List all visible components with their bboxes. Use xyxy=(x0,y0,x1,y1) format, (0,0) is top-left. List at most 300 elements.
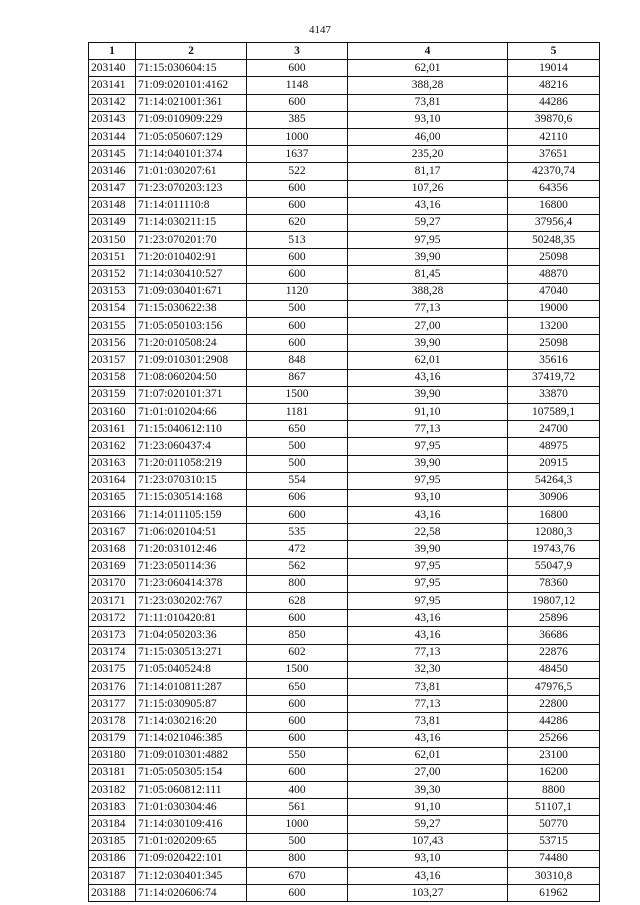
rate-cell: 62,01 xyxy=(348,60,508,77)
cadastral-number-cell: 71:15:040612:110 xyxy=(136,421,247,438)
area-cell: 400 xyxy=(247,782,348,799)
cadastral-number-cell: 71:01:030304:46 xyxy=(136,799,247,816)
table-row xyxy=(89,627,600,644)
cadastral-number-cell: 71:12:030401:345 xyxy=(136,868,247,885)
cadastral-number-cell: 71:04:050203:36 xyxy=(136,627,247,644)
cadastral-number-cell: 71:09:010909:229 xyxy=(136,111,247,128)
table-row xyxy=(89,782,600,799)
table-row xyxy=(89,524,600,541)
row-number-cell: 203161 xyxy=(89,421,136,438)
table-row xyxy=(89,60,600,77)
value-cell: 61962 xyxy=(508,885,600,902)
area-cell: 1637 xyxy=(247,146,348,163)
area-cell: 1120 xyxy=(247,283,348,300)
area-cell: 472 xyxy=(247,541,348,558)
table-row xyxy=(89,747,600,764)
row-number-cell: 203164 xyxy=(89,472,136,489)
value-cell: 13200 xyxy=(508,318,600,335)
table-row xyxy=(89,249,600,266)
rate-cell: 43,16 xyxy=(348,627,508,644)
area-cell: 650 xyxy=(247,421,348,438)
cadastral-number-cell: 71:23:060414:378 xyxy=(136,575,247,592)
area-cell: 1500 xyxy=(247,386,348,403)
value-cell: 33870 xyxy=(508,386,600,403)
data-table xyxy=(88,42,600,902)
rate-cell: 81,17 xyxy=(348,163,508,180)
table-row xyxy=(89,885,600,902)
table-row xyxy=(89,558,600,575)
cadastral-number-cell: 71:14:021001:361 xyxy=(136,94,247,111)
column-header-2: 2 xyxy=(136,43,247,60)
value-cell: 30310,8 xyxy=(508,868,600,885)
area-cell: 1000 xyxy=(247,816,348,833)
row-number-cell: 203148 xyxy=(89,197,136,214)
cadastral-number-cell: 71:15:030514:168 xyxy=(136,489,247,506)
cadastral-number-cell: 71:15:030604:15 xyxy=(136,60,247,77)
rate-cell: 97,95 xyxy=(348,558,508,575)
area-cell: 600 xyxy=(247,180,348,197)
cadastral-number-cell: 71:05:050103:156 xyxy=(136,318,247,335)
table-row xyxy=(89,678,600,695)
area-cell: 1000 xyxy=(247,128,348,145)
cadastral-number-cell: 71:09:030401:671 xyxy=(136,283,247,300)
value-cell: 19000 xyxy=(508,300,600,317)
table-row xyxy=(89,300,600,317)
area-cell: 600 xyxy=(247,696,348,713)
value-cell: 64356 xyxy=(508,180,600,197)
rate-cell: 43,16 xyxy=(348,868,508,885)
row-number-cell: 203182 xyxy=(89,782,136,799)
rate-cell: 93,10 xyxy=(348,850,508,867)
area-cell: 535 xyxy=(247,524,348,541)
value-cell: 37419,72 xyxy=(508,369,600,386)
row-number-cell: 203147 xyxy=(89,180,136,197)
rate-cell: 388,28 xyxy=(348,283,508,300)
row-number-cell: 203181 xyxy=(89,764,136,781)
value-cell: 48450 xyxy=(508,661,600,678)
row-number-cell: 203177 xyxy=(89,696,136,713)
area-cell: 385 xyxy=(247,111,348,128)
area-cell: 500 xyxy=(247,300,348,317)
rate-cell: 93,10 xyxy=(348,111,508,128)
rate-cell: 39,90 xyxy=(348,249,508,266)
area-cell: 606 xyxy=(247,489,348,506)
rate-cell: 39,90 xyxy=(348,455,508,472)
rate-cell: 62,01 xyxy=(348,352,508,369)
rate-cell: 39,90 xyxy=(348,335,508,352)
rate-cell: 39,30 xyxy=(348,782,508,799)
row-number-cell: 203188 xyxy=(89,885,136,902)
row-number-cell: 203180 xyxy=(89,747,136,764)
area-cell: 1148 xyxy=(247,77,348,94)
value-cell: 50248,35 xyxy=(508,232,600,249)
cadastral-number-cell: 71:14:030109:416 xyxy=(136,816,247,833)
row-number-cell: 203151 xyxy=(89,249,136,266)
row-number-cell: 203149 xyxy=(89,214,136,231)
cadastral-number-cell: 71:11:010420:81 xyxy=(136,610,247,627)
rate-cell: 59,27 xyxy=(348,816,508,833)
table-row xyxy=(89,403,600,420)
row-number-cell: 203144 xyxy=(89,128,136,145)
cadastral-number-cell: 71:07:020101:371 xyxy=(136,386,247,403)
area-cell: 600 xyxy=(247,60,348,77)
rate-cell: 97,95 xyxy=(348,575,508,592)
value-cell: 44286 xyxy=(508,713,600,730)
value-cell: 22876 xyxy=(508,644,600,661)
rate-cell: 27,00 xyxy=(348,318,508,335)
cadastral-number-cell: 71:23:050114:36 xyxy=(136,558,247,575)
area-cell: 867 xyxy=(247,369,348,386)
area-cell: 600 xyxy=(247,318,348,335)
table-row xyxy=(89,799,600,816)
area-cell: 600 xyxy=(247,197,348,214)
area-cell: 600 xyxy=(247,885,348,902)
rate-cell: 388,28 xyxy=(348,77,508,94)
table-row xyxy=(89,214,600,231)
area-cell: 550 xyxy=(247,747,348,764)
value-cell: 47976,5 xyxy=(508,678,600,695)
area-cell: 650 xyxy=(247,678,348,695)
area-cell: 600 xyxy=(247,94,348,111)
table-row xyxy=(89,386,600,403)
value-cell: 19807,12 xyxy=(508,593,600,610)
value-cell: 50770 xyxy=(508,816,600,833)
column-header-5: 5 xyxy=(508,43,600,60)
rate-cell: 43,16 xyxy=(348,197,508,214)
cadastral-number-cell: 71:09:020101:4162 xyxy=(136,77,247,94)
value-cell: 42370,74 xyxy=(508,163,600,180)
table-row xyxy=(89,868,600,885)
table-row xyxy=(89,455,600,472)
table-row xyxy=(89,816,600,833)
row-number-cell: 203142 xyxy=(89,94,136,111)
area-cell: 848 xyxy=(247,352,348,369)
cadastral-number-cell: 71:14:030211:15 xyxy=(136,214,247,231)
cadastral-number-cell: 71:05:060812:111 xyxy=(136,782,247,799)
cadastral-number-cell: 71:15:030622:38 xyxy=(136,300,247,317)
area-cell: 602 xyxy=(247,644,348,661)
rate-cell: 103,27 xyxy=(348,885,508,902)
rate-cell: 107,43 xyxy=(348,833,508,850)
area-cell: 522 xyxy=(247,163,348,180)
value-cell: 25266 xyxy=(508,730,600,747)
cadastral-number-cell: 71:23:070203:123 xyxy=(136,180,247,197)
row-number-cell: 203168 xyxy=(89,541,136,558)
value-cell: 53715 xyxy=(508,833,600,850)
cadastral-number-cell: 71:15:030513:271 xyxy=(136,644,247,661)
cadastral-number-cell: 71:01:020209:65 xyxy=(136,833,247,850)
area-cell: 800 xyxy=(247,850,348,867)
table-row xyxy=(89,128,600,145)
row-number-cell: 203165 xyxy=(89,489,136,506)
rate-cell: 107,26 xyxy=(348,180,508,197)
row-number-cell: 203174 xyxy=(89,644,136,661)
value-cell: 36686 xyxy=(508,627,600,644)
table-row xyxy=(89,197,600,214)
row-number-cell: 203152 xyxy=(89,266,136,283)
table-row xyxy=(89,438,600,455)
cadastral-number-cell: 71:05:050305:154 xyxy=(136,764,247,781)
table-row xyxy=(89,94,600,111)
value-cell: 39870,6 xyxy=(508,111,600,128)
row-number-cell: 203158 xyxy=(89,369,136,386)
value-cell: 25896 xyxy=(508,610,600,627)
cadastral-number-cell: 71:01:010204:66 xyxy=(136,403,247,420)
row-number-cell: 203162 xyxy=(89,438,136,455)
table-row xyxy=(89,696,600,713)
rate-cell: 39,90 xyxy=(348,541,508,558)
table-row xyxy=(89,111,600,128)
rate-cell: 46,00 xyxy=(348,128,508,145)
table-row xyxy=(89,661,600,678)
area-cell: 600 xyxy=(247,610,348,627)
value-cell: 20915 xyxy=(508,455,600,472)
cadastral-number-cell: 71:09:010301:4882 xyxy=(136,747,247,764)
row-number-cell: 203143 xyxy=(89,111,136,128)
page-number: 4147 xyxy=(309,24,331,36)
row-number-cell: 203141 xyxy=(89,77,136,94)
area-cell: 561 xyxy=(247,799,348,816)
table-row xyxy=(89,163,600,180)
row-number-cell: 203186 xyxy=(89,850,136,867)
rate-cell: 97,95 xyxy=(348,593,508,610)
value-cell: 25098 xyxy=(508,335,600,352)
row-number-cell: 203159 xyxy=(89,386,136,403)
table-row xyxy=(89,369,600,386)
rate-cell: 235,20 xyxy=(348,146,508,163)
row-number-cell: 203184 xyxy=(89,816,136,833)
table-row xyxy=(89,833,600,850)
row-number-cell: 203153 xyxy=(89,283,136,300)
row-number-cell: 203172 xyxy=(89,610,136,627)
cadastral-number-cell: 71:14:030216:20 xyxy=(136,713,247,730)
value-cell: 16800 xyxy=(508,507,600,524)
rate-cell: 91,10 xyxy=(348,799,508,816)
row-number-cell: 203167 xyxy=(89,524,136,541)
row-number-cell: 203157 xyxy=(89,352,136,369)
cadastral-number-cell: 71:08:060204:50 xyxy=(136,369,247,386)
table-row xyxy=(89,472,600,489)
row-number-cell: 203150 xyxy=(89,232,136,249)
table-row xyxy=(89,489,600,506)
table-row xyxy=(89,850,600,867)
row-number-cell: 203163 xyxy=(89,455,136,472)
area-cell: 850 xyxy=(247,627,348,644)
cadastral-number-cell: 71:01:030207:61 xyxy=(136,163,247,180)
value-cell: 74480 xyxy=(508,850,600,867)
row-number-cell: 203187 xyxy=(89,868,136,885)
table-row xyxy=(89,318,600,335)
area-cell: 600 xyxy=(247,335,348,352)
cadastral-number-cell: 71:20:010402:91 xyxy=(136,249,247,266)
row-number-cell: 203176 xyxy=(89,678,136,695)
cadastral-number-cell: 71:14:040101:374 xyxy=(136,146,247,163)
value-cell: 23100 xyxy=(508,747,600,764)
rate-cell: 22,58 xyxy=(348,524,508,541)
cadastral-number-cell: 71:23:060437:4 xyxy=(136,438,247,455)
table-row xyxy=(89,644,600,661)
cadastral-number-cell: 71:14:030410:527 xyxy=(136,266,247,283)
area-cell: 1181 xyxy=(247,403,348,420)
area-cell: 500 xyxy=(247,833,348,850)
cadastral-number-cell: 71:20:011058:219 xyxy=(136,455,247,472)
area-cell: 600 xyxy=(247,713,348,730)
table-row xyxy=(89,180,600,197)
area-cell: 562 xyxy=(247,558,348,575)
table-row xyxy=(89,610,600,627)
value-cell: 78360 xyxy=(508,575,600,592)
cadastral-number-cell: 71:23:070310:15 xyxy=(136,472,247,489)
area-cell: 600 xyxy=(247,507,348,524)
cadastral-number-cell: 71:06:020104:51 xyxy=(136,524,247,541)
rate-cell: 73,81 xyxy=(348,94,508,111)
row-number-cell: 203183 xyxy=(89,799,136,816)
value-cell: 8800 xyxy=(508,782,600,799)
value-cell: 22800 xyxy=(508,696,600,713)
column-header-3: 3 xyxy=(247,43,348,60)
rate-cell: 73,81 xyxy=(348,713,508,730)
value-cell: 54264,3 xyxy=(508,472,600,489)
area-cell: 500 xyxy=(247,455,348,472)
row-number-cell: 203179 xyxy=(89,730,136,747)
rate-cell: 97,95 xyxy=(348,438,508,455)
cadastral-number-cell: 71:14:011110:8 xyxy=(136,197,247,214)
table-row xyxy=(89,421,600,438)
table-row xyxy=(89,730,600,747)
rate-cell: 77,13 xyxy=(348,300,508,317)
row-number-cell: 203145 xyxy=(89,146,136,163)
row-number-cell: 203170 xyxy=(89,575,136,592)
row-number-cell: 203140 xyxy=(89,60,136,77)
value-cell: 44286 xyxy=(508,94,600,111)
table-row xyxy=(89,352,600,369)
row-number-cell: 203156 xyxy=(89,335,136,352)
rate-cell: 43,16 xyxy=(348,507,508,524)
table-row xyxy=(89,146,600,163)
table-row xyxy=(89,541,600,558)
row-number-cell: 203146 xyxy=(89,163,136,180)
rate-cell: 91,10 xyxy=(348,403,508,420)
value-cell: 16200 xyxy=(508,764,600,781)
cadastral-number-cell: 71:09:010301:2908 xyxy=(136,352,247,369)
rate-cell: 59,27 xyxy=(348,214,508,231)
header-row xyxy=(89,43,600,60)
area-cell: 513 xyxy=(247,232,348,249)
rate-cell: 32,30 xyxy=(348,661,508,678)
value-cell: 107589,1 xyxy=(508,403,600,420)
value-cell: 24700 xyxy=(508,421,600,438)
row-number-cell: 203154 xyxy=(89,300,136,317)
rate-cell: 73,81 xyxy=(348,678,508,695)
value-cell: 48975 xyxy=(508,438,600,455)
value-cell: 51107,1 xyxy=(508,799,600,816)
table-row xyxy=(89,507,600,524)
value-cell: 47040 xyxy=(508,283,600,300)
cadastral-number-cell: 71:14:020606:74 xyxy=(136,885,247,902)
area-cell: 600 xyxy=(247,266,348,283)
area-cell: 670 xyxy=(247,868,348,885)
area-cell: 628 xyxy=(247,593,348,610)
area-cell: 500 xyxy=(247,438,348,455)
cadastral-number-cell: 71:20:031012:46 xyxy=(136,541,247,558)
table-row xyxy=(89,713,600,730)
area-cell: 600 xyxy=(247,730,348,747)
rate-cell: 27,00 xyxy=(348,764,508,781)
cadastral-number-cell: 71:14:010811:287 xyxy=(136,678,247,695)
cadastral-number-cell: 71:14:011105:159 xyxy=(136,507,247,524)
rate-cell: 77,13 xyxy=(348,644,508,661)
table-row xyxy=(89,77,600,94)
table-row xyxy=(89,335,600,352)
row-number-cell: 203175 xyxy=(89,661,136,678)
value-cell: 48870 xyxy=(508,266,600,283)
rate-cell: 43,16 xyxy=(348,369,508,386)
area-cell: 554 xyxy=(247,472,348,489)
rate-cell: 43,16 xyxy=(348,730,508,747)
row-number-cell: 203171 xyxy=(89,593,136,610)
cadastral-number-cell: 71:05:040524:8 xyxy=(136,661,247,678)
value-cell: 25098 xyxy=(508,249,600,266)
rate-cell: 81,45 xyxy=(348,266,508,283)
value-cell: 35616 xyxy=(508,352,600,369)
table-row xyxy=(89,266,600,283)
value-cell: 37956,4 xyxy=(508,214,600,231)
row-number-cell: 203173 xyxy=(89,627,136,644)
cadastral-number-cell: 71:14:021046:385 xyxy=(136,730,247,747)
value-cell: 37651 xyxy=(508,146,600,163)
cadastral-number-cell: 71:09:020422:101 xyxy=(136,850,247,867)
value-cell: 16800 xyxy=(508,197,600,214)
table-row xyxy=(89,283,600,300)
table-row xyxy=(89,575,600,592)
value-cell: 12080,3 xyxy=(508,524,600,541)
cadastral-number-cell: 71:23:030202:767 xyxy=(136,593,247,610)
table-row xyxy=(89,764,600,781)
row-number-cell: 203160 xyxy=(89,403,136,420)
value-cell: 48216 xyxy=(508,77,600,94)
row-number-cell: 203166 xyxy=(89,507,136,524)
cadastral-number-cell: 71:15:030905:87 xyxy=(136,696,247,713)
row-number-cell: 203178 xyxy=(89,713,136,730)
table-row xyxy=(89,232,600,249)
area-cell: 620 xyxy=(247,214,348,231)
area-cell: 800 xyxy=(247,575,348,592)
rate-cell: 77,13 xyxy=(348,696,508,713)
rate-cell: 39,90 xyxy=(348,386,508,403)
cadastral-number-cell: 71:05:050607:129 xyxy=(136,128,247,145)
row-number-cell: 203155 xyxy=(89,318,136,335)
column-header-4: 4 xyxy=(348,43,508,60)
table-row xyxy=(89,593,600,610)
rate-cell: 62,01 xyxy=(348,747,508,764)
rate-cell: 97,95 xyxy=(348,472,508,489)
rate-cell: 97,95 xyxy=(348,232,508,249)
row-number-cell: 203185 xyxy=(89,833,136,850)
value-cell: 19014 xyxy=(508,60,600,77)
rate-cell: 43,16 xyxy=(348,610,508,627)
cadastral-number-cell: 71:20:010508:24 xyxy=(136,335,247,352)
value-cell: 30906 xyxy=(508,489,600,506)
value-cell: 42110 xyxy=(508,128,600,145)
column-header-1: 1 xyxy=(89,43,136,60)
area-cell: 600 xyxy=(247,764,348,781)
table-body xyxy=(89,60,600,902)
area-cell: 600 xyxy=(247,249,348,266)
area-cell: 1500 xyxy=(247,661,348,678)
value-cell: 55047,9 xyxy=(508,558,600,575)
row-number-cell: 203169 xyxy=(89,558,136,575)
cadastral-number-cell: 71:23:070201:70 xyxy=(136,232,247,249)
